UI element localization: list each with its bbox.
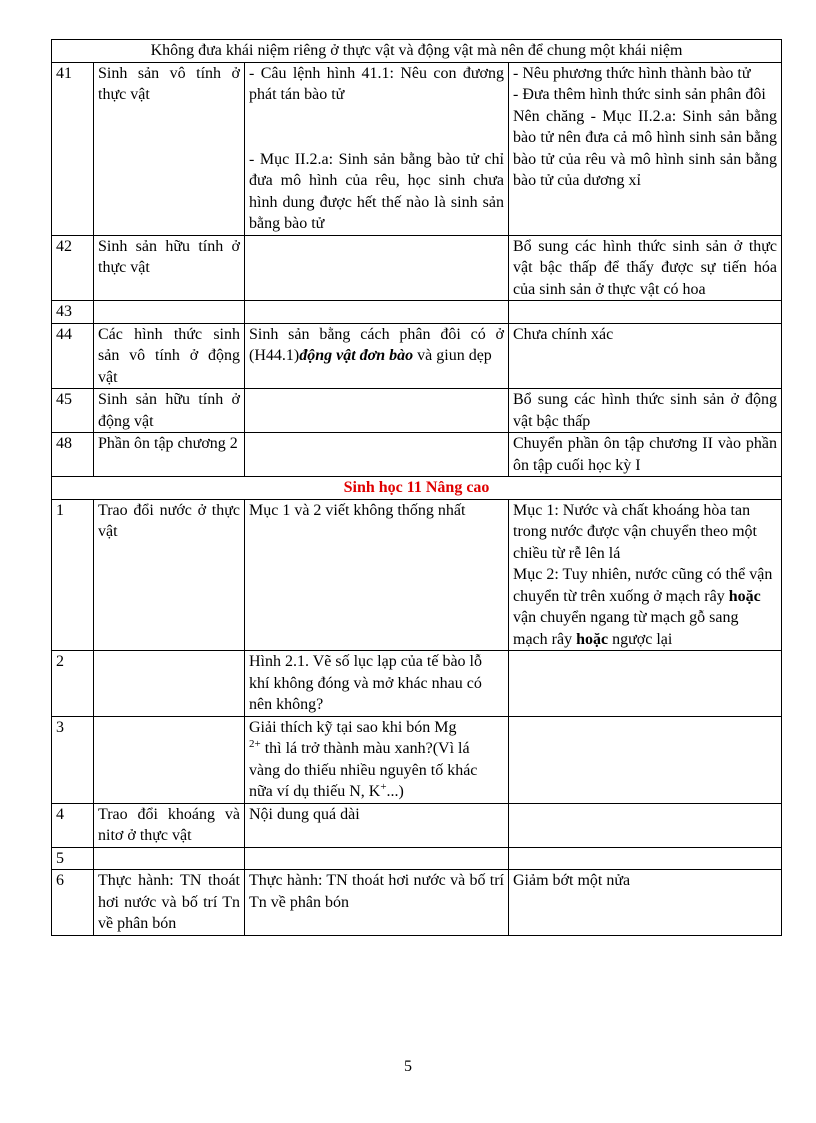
- row-number: 3: [52, 716, 94, 803]
- row-suggestion: [509, 499, 782, 651]
- row-number: 45: [52, 389, 94, 433]
- suggestion-text: ngược lại: [608, 630, 673, 648]
- suggestion-text: vận chuyển ngang từ mạch gỗ sang mạch rây: [513, 609, 739, 648]
- row-suggestion: Bổ sung các hình thức sinh sản ở động vật bậc thấp: [509, 389, 782, 433]
- row-number: 5: [52, 847, 94, 870]
- row-issue: Nội dung quá dài: [245, 803, 509, 847]
- table-row: [52, 477, 782, 500]
- row-issue: [245, 433, 509, 477]
- suggestion-line: - Đưa thêm hình thức sinh sản phân đôi: [513, 86, 766, 103]
- row-issue: [245, 389, 509, 433]
- row-topic: [94, 716, 245, 803]
- row-number: 41: [52, 62, 94, 235]
- row-suggestion: Giảm bớt một nửa: [509, 870, 782, 936]
- row-topic: Trao đổi nước ở thực vật: [94, 499, 245, 651]
- section-title: Sinh học 11 Nâng cao: [52, 477, 782, 500]
- issue-text: Sinh sản bằng cách phân đôi có ở (H44.1): [249, 325, 504, 364]
- table-row: [52, 323, 782, 389]
- row-suggestion: [509, 847, 782, 870]
- issue-text: ...): [386, 783, 404, 800]
- row-topic: Sinh sản hữu tính ở thực vật: [94, 235, 245, 301]
- table-row: [52, 433, 782, 477]
- row-number: 1: [52, 499, 94, 651]
- row-number: 48: [52, 433, 94, 477]
- row-issue: [245, 323, 509, 389]
- row-number: 44: [52, 323, 94, 389]
- row-suggestion: [509, 301, 782, 324]
- row-topic: [94, 651, 245, 717]
- row-topic: Trao đổi khoáng và nitơ ở thực vật: [94, 803, 245, 847]
- row-issue: [245, 301, 509, 324]
- header-note: Không đưa khái niệm riêng ở thực vật và động vật mà nên để chung một khái niệm: [52, 40, 782, 63]
- issue-line: - Câu lệnh hình 41.1: Nêu con đương phát tán bào tử: [249, 64, 504, 103]
- row-issue: Hình 2.1. Vẽ số lục lạp của tế bào lỗ khí không đóng và mở khác nhau có nên không?: [245, 651, 509, 717]
- row-suggestion: [509, 651, 782, 717]
- row-suggestion: [509, 803, 782, 847]
- review-table: [51, 39, 782, 936]
- table-row: [52, 499, 782, 651]
- row-topic: Thực hành: TN thoát hơi nước và bố trí Tn về phân bón: [94, 870, 245, 936]
- suggestion-line: Mục 1: Nước và chất khoáng hòa tan trong nước được vận chuyển theo một chiều từ rễ lên lá: [513, 501, 757, 562]
- table-row: [52, 803, 782, 847]
- page-number: 5: [404, 1058, 412, 1075]
- suggestion-line: Nên chăng - Mục II.2.a: Sinh sản bằng bào tử nên đưa cả mô hình sinh sản bằng bào tử của rêu và mô hình sinh sản bằng bào tử của dương xỉ: [513, 107, 778, 189]
- suggestion-line: - Nêu phương thức hình thành bào tử: [513, 64, 751, 82]
- table-row: [52, 40, 782, 63]
- superscript: +: [380, 781, 387, 793]
- table-row: [52, 389, 782, 433]
- row-number: 42: [52, 235, 94, 301]
- row-issue: Mục 1 và 2 viết không thống nhất: [245, 499, 509, 651]
- row-suggestion: Chuyển phần ôn tập chương II vào phần ôn tập cuối học kỳ I: [509, 433, 782, 477]
- table-row: [52, 716, 782, 803]
- suggestion-emphasis: hoặc: [728, 587, 761, 605]
- row-suggestion: Bổ sung các hình thức sinh sản ở thực vật bậc thấp để thấy được sự tiến hóa của sinh sản ở thực vật có hoa: [509, 235, 782, 301]
- row-issue: [245, 62, 509, 235]
- row-issue: [245, 716, 509, 803]
- table-row: [52, 301, 782, 324]
- issue-text: thì lá trở thành màu xanh?(Vì lá vàng do thiếu nhiều nguyên tố khác nữa ví dụ thiếu N, K: [249, 740, 478, 800]
- row-topic: Phần ôn tập chương 2: [94, 433, 245, 477]
- row-issue: [245, 235, 509, 301]
- issue-emphasis: động vật đơn bào: [299, 347, 414, 364]
- issue-text: và giun dẹp: [413, 347, 492, 364]
- row-number: 43: [52, 301, 94, 324]
- suggestion-emphasis: hoặc: [576, 630, 609, 648]
- row-topic: Sinh sản hữu tính ở động vật: [94, 389, 245, 433]
- table-row: [52, 62, 782, 235]
- table-row: [52, 870, 782, 936]
- row-suggestion: [509, 62, 782, 235]
- row-number: 6: [52, 870, 94, 936]
- issue-line: - Mục II.2.a: Sinh sản bằng bào tử chỉ đưa mô hình của rêu, học sinh chưa hình dung được hết thế nào là sinh sản bằng bào tử: [249, 150, 504, 232]
- row-suggestion: [509, 716, 782, 803]
- row-suggestion: Chưa chính xác: [509, 323, 782, 389]
- row-topic: [94, 847, 245, 870]
- row-issue: [245, 847, 509, 870]
- row-issue: Thực hành: TN thoát hơi nước và bố trí Tn về phân bón: [245, 870, 509, 936]
- table-row: [52, 235, 782, 301]
- table-row: [52, 847, 782, 870]
- row-topic: Sinh sản vô tính ở thực vật: [94, 62, 245, 235]
- suggestion-line: [513, 564, 777, 650]
- table-row: [52, 651, 782, 717]
- row-topic: Các hình thức sinh sản vô tính ở động vật: [94, 323, 245, 389]
- row-topic: [94, 301, 245, 324]
- issue-text: Giải thích kỹ tại sao khi bón Mg: [249, 718, 457, 736]
- suggestion-text: Mục 2: Tuy nhiên, nước cũng có thể vận chuyển từ trên xuống ở mạch rây: [513, 566, 773, 605]
- row-number: 2: [52, 651, 94, 717]
- row-number: 4: [52, 803, 94, 847]
- superscript: 2+: [249, 738, 261, 750]
